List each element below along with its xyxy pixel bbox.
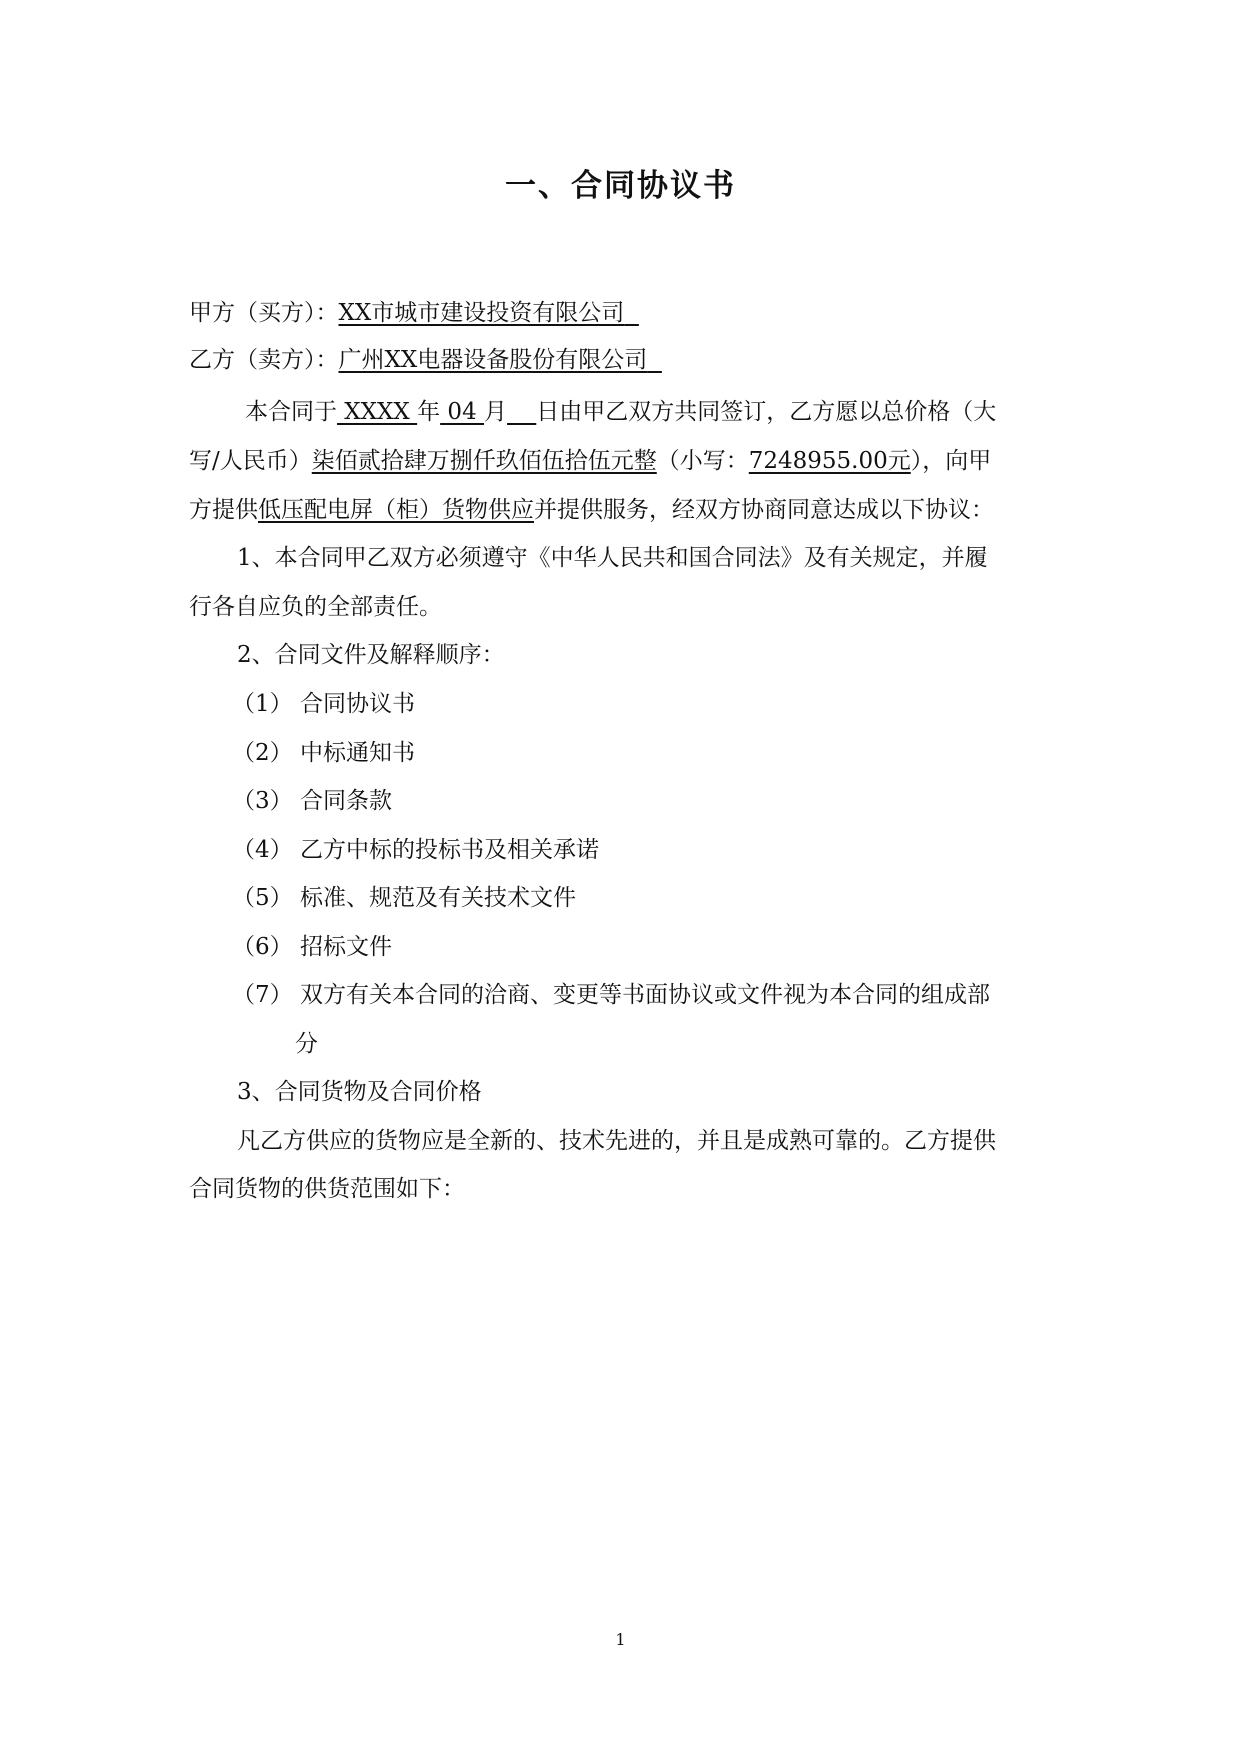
clause-1-line-1: 1、本合同甲乙双方必须遵守《中华人民共和国合同法》及有关规定，并履 [237,545,988,571]
list-item: （7） 双方有关本合同的洽商、变更等书面协议或文件视为本合同的组成部 [232,982,990,1008]
list-item: （6） 招标文件 [232,934,392,960]
amount-in-words: 柒佰贰拾肆万捌仟玖佰伍拾伍元整 [311,448,657,474]
clause-3-heading: 3、合同货物及合同价格 [237,1079,482,1105]
party-a-name: XX市城市建设投资有限公司 [338,300,625,326]
amount-in-figures: 7248955.00元 [748,448,911,474]
party-b-line [189,345,1059,375]
party-a-line [189,298,1059,328]
intro-line-1: 本合同于 XXXX 年 04 月 日由甲乙双方共同签订，乙方愿以总价格（大 [245,399,997,425]
list-item: （3） 合同条款 [232,788,392,814]
clause-3-line-1: 凡乙方供应的货物应是全新的、技术先进的，并且是成熟可靠的。乙方提供 [237,1128,996,1154]
sign-year: XXXX [337,399,418,425]
party-b-label: 乙方（卖方）： [189,347,339,373]
intro-line-2: 写/人民币）柒佰贰拾肆万捌仟玖佰伍拾伍元整（小写：7248955.00元），向甲 [189,448,992,474]
list-item: （1） 合同协议书 [232,691,415,717]
party-a-label: 甲方（买方）： [189,300,339,326]
intro-line-3: 方提供低压配电屏（柜）货物供应并提供服务，经双方协商同意达成以下协议： [189,497,994,523]
page-number: 1 [615,1630,626,1649]
document-title: 一、合同协议书 [505,168,736,204]
list-item-continuation: 分 [295,1031,318,1057]
list-item: （5） 标准、规范及有关技术文件 [232,885,576,911]
list-item: （2） 中标通知书 [232,740,415,766]
clause-2-heading: 2、合同文件及解释顺序： [237,642,505,668]
list-item: （4） 乙方中标的投标书及相关承诺 [232,837,599,863]
sign-day-blank [507,399,536,425]
goods-description: 低压配电屏（柜）货物供应 [258,497,534,523]
party-b-name: 广州XX电器设备股份有限公司 [338,347,648,373]
sign-month: 04 [440,399,485,425]
clause-3-line-2: 合同货物的供货范围如下： [189,1176,465,1202]
clause-1-line-2: 行各自应负的全部责任。 [189,594,442,620]
